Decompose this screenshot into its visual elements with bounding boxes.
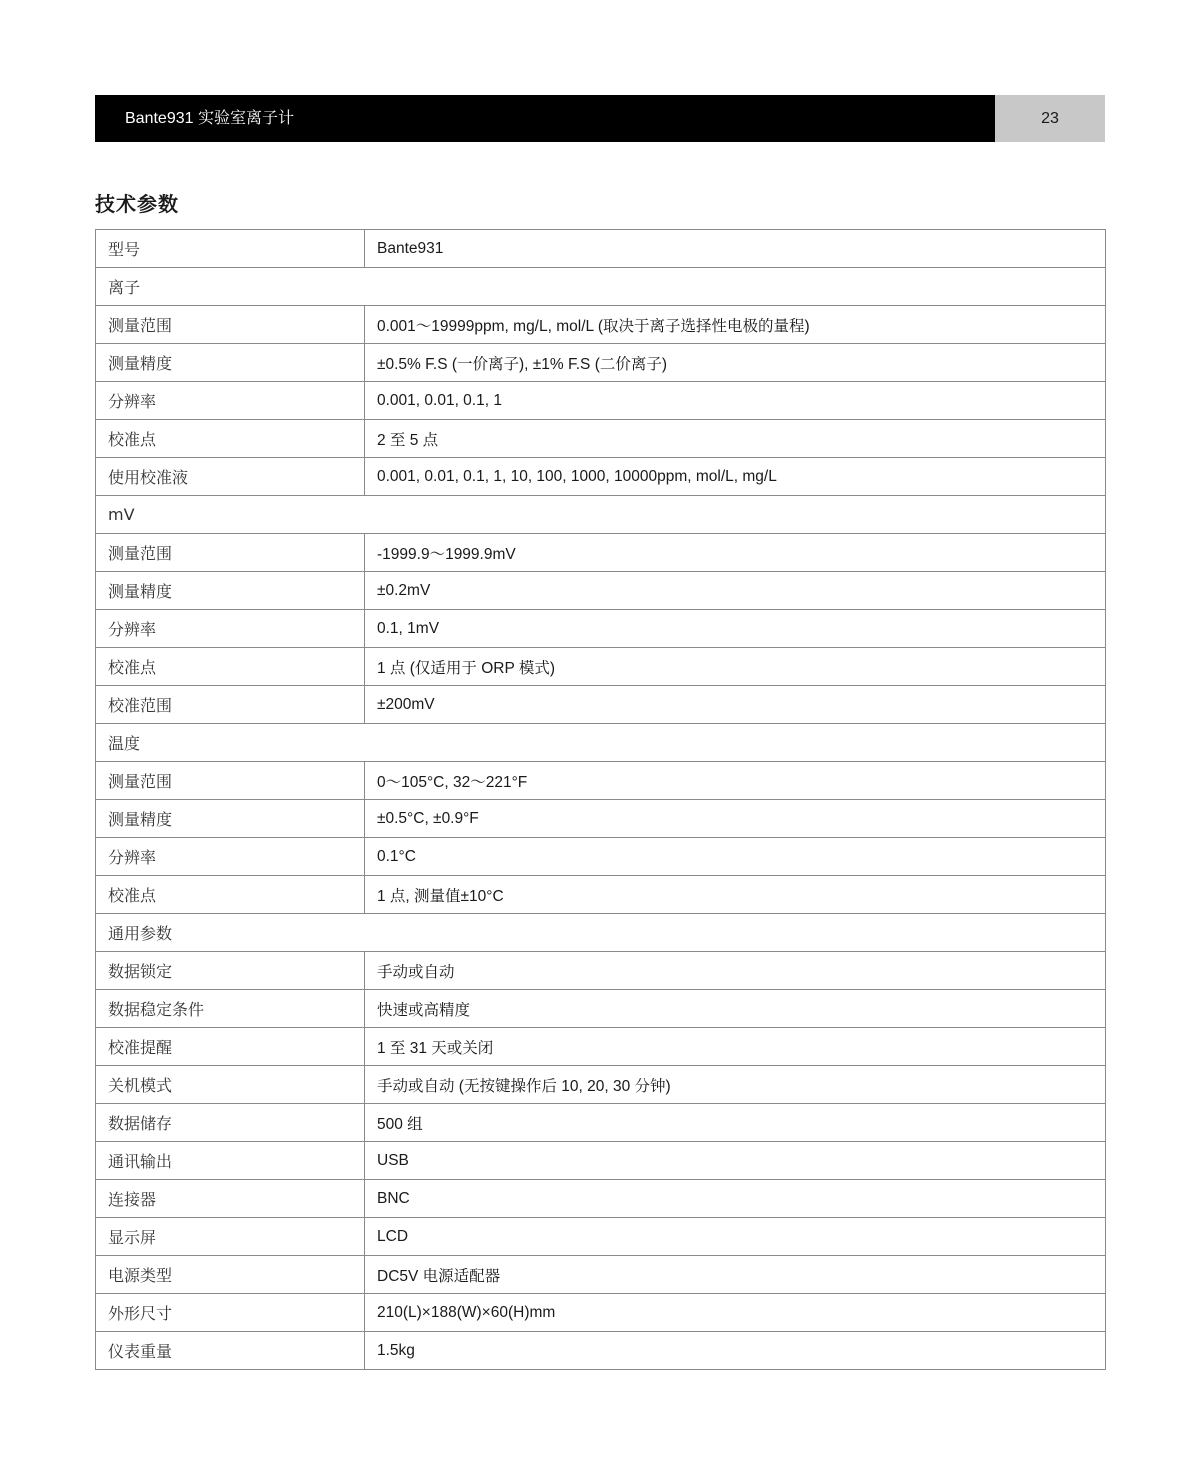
spec-row xyxy=(96,1180,1106,1218)
spec-value: 1 至 31 天或关闭 xyxy=(365,1028,1106,1066)
spec-value: 0.001, 0.01, 0.1, 1 xyxy=(365,382,1106,420)
spec-value: Bante931 xyxy=(365,230,1106,268)
spec-value: 手动或自动 xyxy=(365,952,1106,990)
spec-row xyxy=(96,458,1106,496)
page-number: 23 xyxy=(1041,110,1059,127)
spec-row xyxy=(96,1294,1106,1332)
spec-label: 校准范围 xyxy=(96,686,365,724)
spec-value: LCD xyxy=(365,1218,1106,1256)
section-title: 技术参数 xyxy=(95,192,179,216)
spec-value: 0.001～19999ppm, mg/L, mol/L (取决于离子选择性电极的量程) xyxy=(365,306,1106,344)
spec-label: 校准点 xyxy=(96,648,365,686)
spec-value: 0.001, 0.01, 0.1, 1, 10, 100, 1000, 10000ppm, mol/L, mg/L xyxy=(365,458,1106,496)
spec-row xyxy=(96,1332,1106,1370)
spec-value: ±200mV xyxy=(365,686,1106,724)
spec-value: DC5V 电源适配器 xyxy=(365,1256,1106,1294)
spec-value: 2 至 5 点 xyxy=(365,420,1106,458)
spec-section-label: 温度 xyxy=(96,724,1106,762)
spec-value: 500 组 xyxy=(365,1104,1106,1142)
spec-label: 校准提醒 xyxy=(96,1028,365,1066)
spec-row xyxy=(96,648,1106,686)
spec-row xyxy=(96,800,1106,838)
spec-row xyxy=(96,876,1106,914)
spec-label: 数据锁定 xyxy=(96,952,365,990)
spec-row xyxy=(96,762,1106,800)
spec-value: 0.1, 1mV xyxy=(365,610,1106,648)
spec-value: 1.5kg xyxy=(365,1332,1106,1370)
spec-label: 校准点 xyxy=(96,876,365,914)
spec-row xyxy=(96,952,1106,990)
spec-section-label: mV xyxy=(96,496,1106,534)
spec-label: 测量精度 xyxy=(96,344,365,382)
spec-label: 数据稳定条件 xyxy=(96,990,365,1028)
spec-label: 仪表重量 xyxy=(96,1332,365,1370)
spec-row xyxy=(96,1218,1106,1256)
spec-row xyxy=(96,686,1106,724)
spec-value: -1999.9～1999.9mV xyxy=(365,534,1106,572)
spec-row xyxy=(96,990,1106,1028)
spec-label: 分辨率 xyxy=(96,382,365,420)
spec-label: 分辨率 xyxy=(96,838,365,876)
spec-value: ±0.5% F.S (一价离子), ±1% F.S (二价离子) xyxy=(365,344,1106,382)
spec-section-row xyxy=(96,268,1106,306)
spec-label: 使用校准液 xyxy=(96,458,365,496)
spec-section-row xyxy=(96,914,1106,952)
page-number-box xyxy=(995,95,1105,142)
spec-row xyxy=(96,1066,1106,1104)
spec-label: 关机模式 xyxy=(96,1066,365,1104)
spec-label: 校准点 xyxy=(96,420,365,458)
spec-label: 显示屏 xyxy=(96,1218,365,1256)
spec-row xyxy=(96,838,1106,876)
spec-label: 数据储存 xyxy=(96,1104,365,1142)
spec-value: 210(L)×188(W)×60(H)mm xyxy=(365,1294,1106,1332)
spec-value: ±0.5°C, ±0.9°F xyxy=(365,800,1106,838)
spec-label: 连接器 xyxy=(96,1180,365,1218)
header-bar xyxy=(95,95,995,142)
spec-row xyxy=(96,230,1106,268)
spec-label: 通讯输出 xyxy=(96,1142,365,1180)
spec-value: 0～105°C, 32～221°F xyxy=(365,762,1106,800)
spec-value: USB xyxy=(365,1142,1106,1180)
spec-label: 分辨率 xyxy=(96,610,365,648)
spec-table xyxy=(95,229,1106,1370)
spec-label: 测量范围 xyxy=(96,762,365,800)
spec-row xyxy=(96,1142,1106,1180)
spec-row xyxy=(96,306,1106,344)
spec-label: 外形尺寸 xyxy=(96,1294,365,1332)
spec-section-row xyxy=(96,724,1106,762)
spec-section-row xyxy=(96,496,1106,534)
spec-label: 测量精度 xyxy=(96,572,365,610)
spec-value: 1 点 (仅适用于 ORP 模式) xyxy=(365,648,1106,686)
spec-row xyxy=(96,534,1106,572)
spec-label: 型号 xyxy=(96,230,365,268)
spec-row xyxy=(96,1104,1106,1142)
spec-section-label: 离子 xyxy=(96,268,1106,306)
spec-value: 快速或高精度 xyxy=(365,990,1106,1028)
spec-label: 测量范围 xyxy=(96,534,365,572)
spec-row xyxy=(96,610,1106,648)
spec-row xyxy=(96,344,1106,382)
spec-value: ±0.2mV xyxy=(365,572,1106,610)
spec-row xyxy=(96,1256,1106,1294)
document-title: Bante931 实验室离子计 xyxy=(125,110,294,127)
spec-section-label: 通用参数 xyxy=(96,914,1106,952)
spec-value: BNC xyxy=(365,1180,1106,1218)
spec-row xyxy=(96,382,1106,420)
spec-row xyxy=(96,420,1106,458)
spec-label: 电源类型 xyxy=(96,1256,365,1294)
spec-value: 0.1°C xyxy=(365,838,1106,876)
spec-value: 1 点, 测量值±10°C xyxy=(365,876,1106,914)
spec-row xyxy=(96,572,1106,610)
spec-label: 测量范围 xyxy=(96,306,365,344)
spec-table-body xyxy=(96,230,1106,1370)
spec-row xyxy=(96,1028,1106,1066)
spec-label: 测量精度 xyxy=(96,800,365,838)
spec-value: 手动或自动 (无按键操作后 10, 20, 30 分钟) xyxy=(365,1066,1106,1104)
